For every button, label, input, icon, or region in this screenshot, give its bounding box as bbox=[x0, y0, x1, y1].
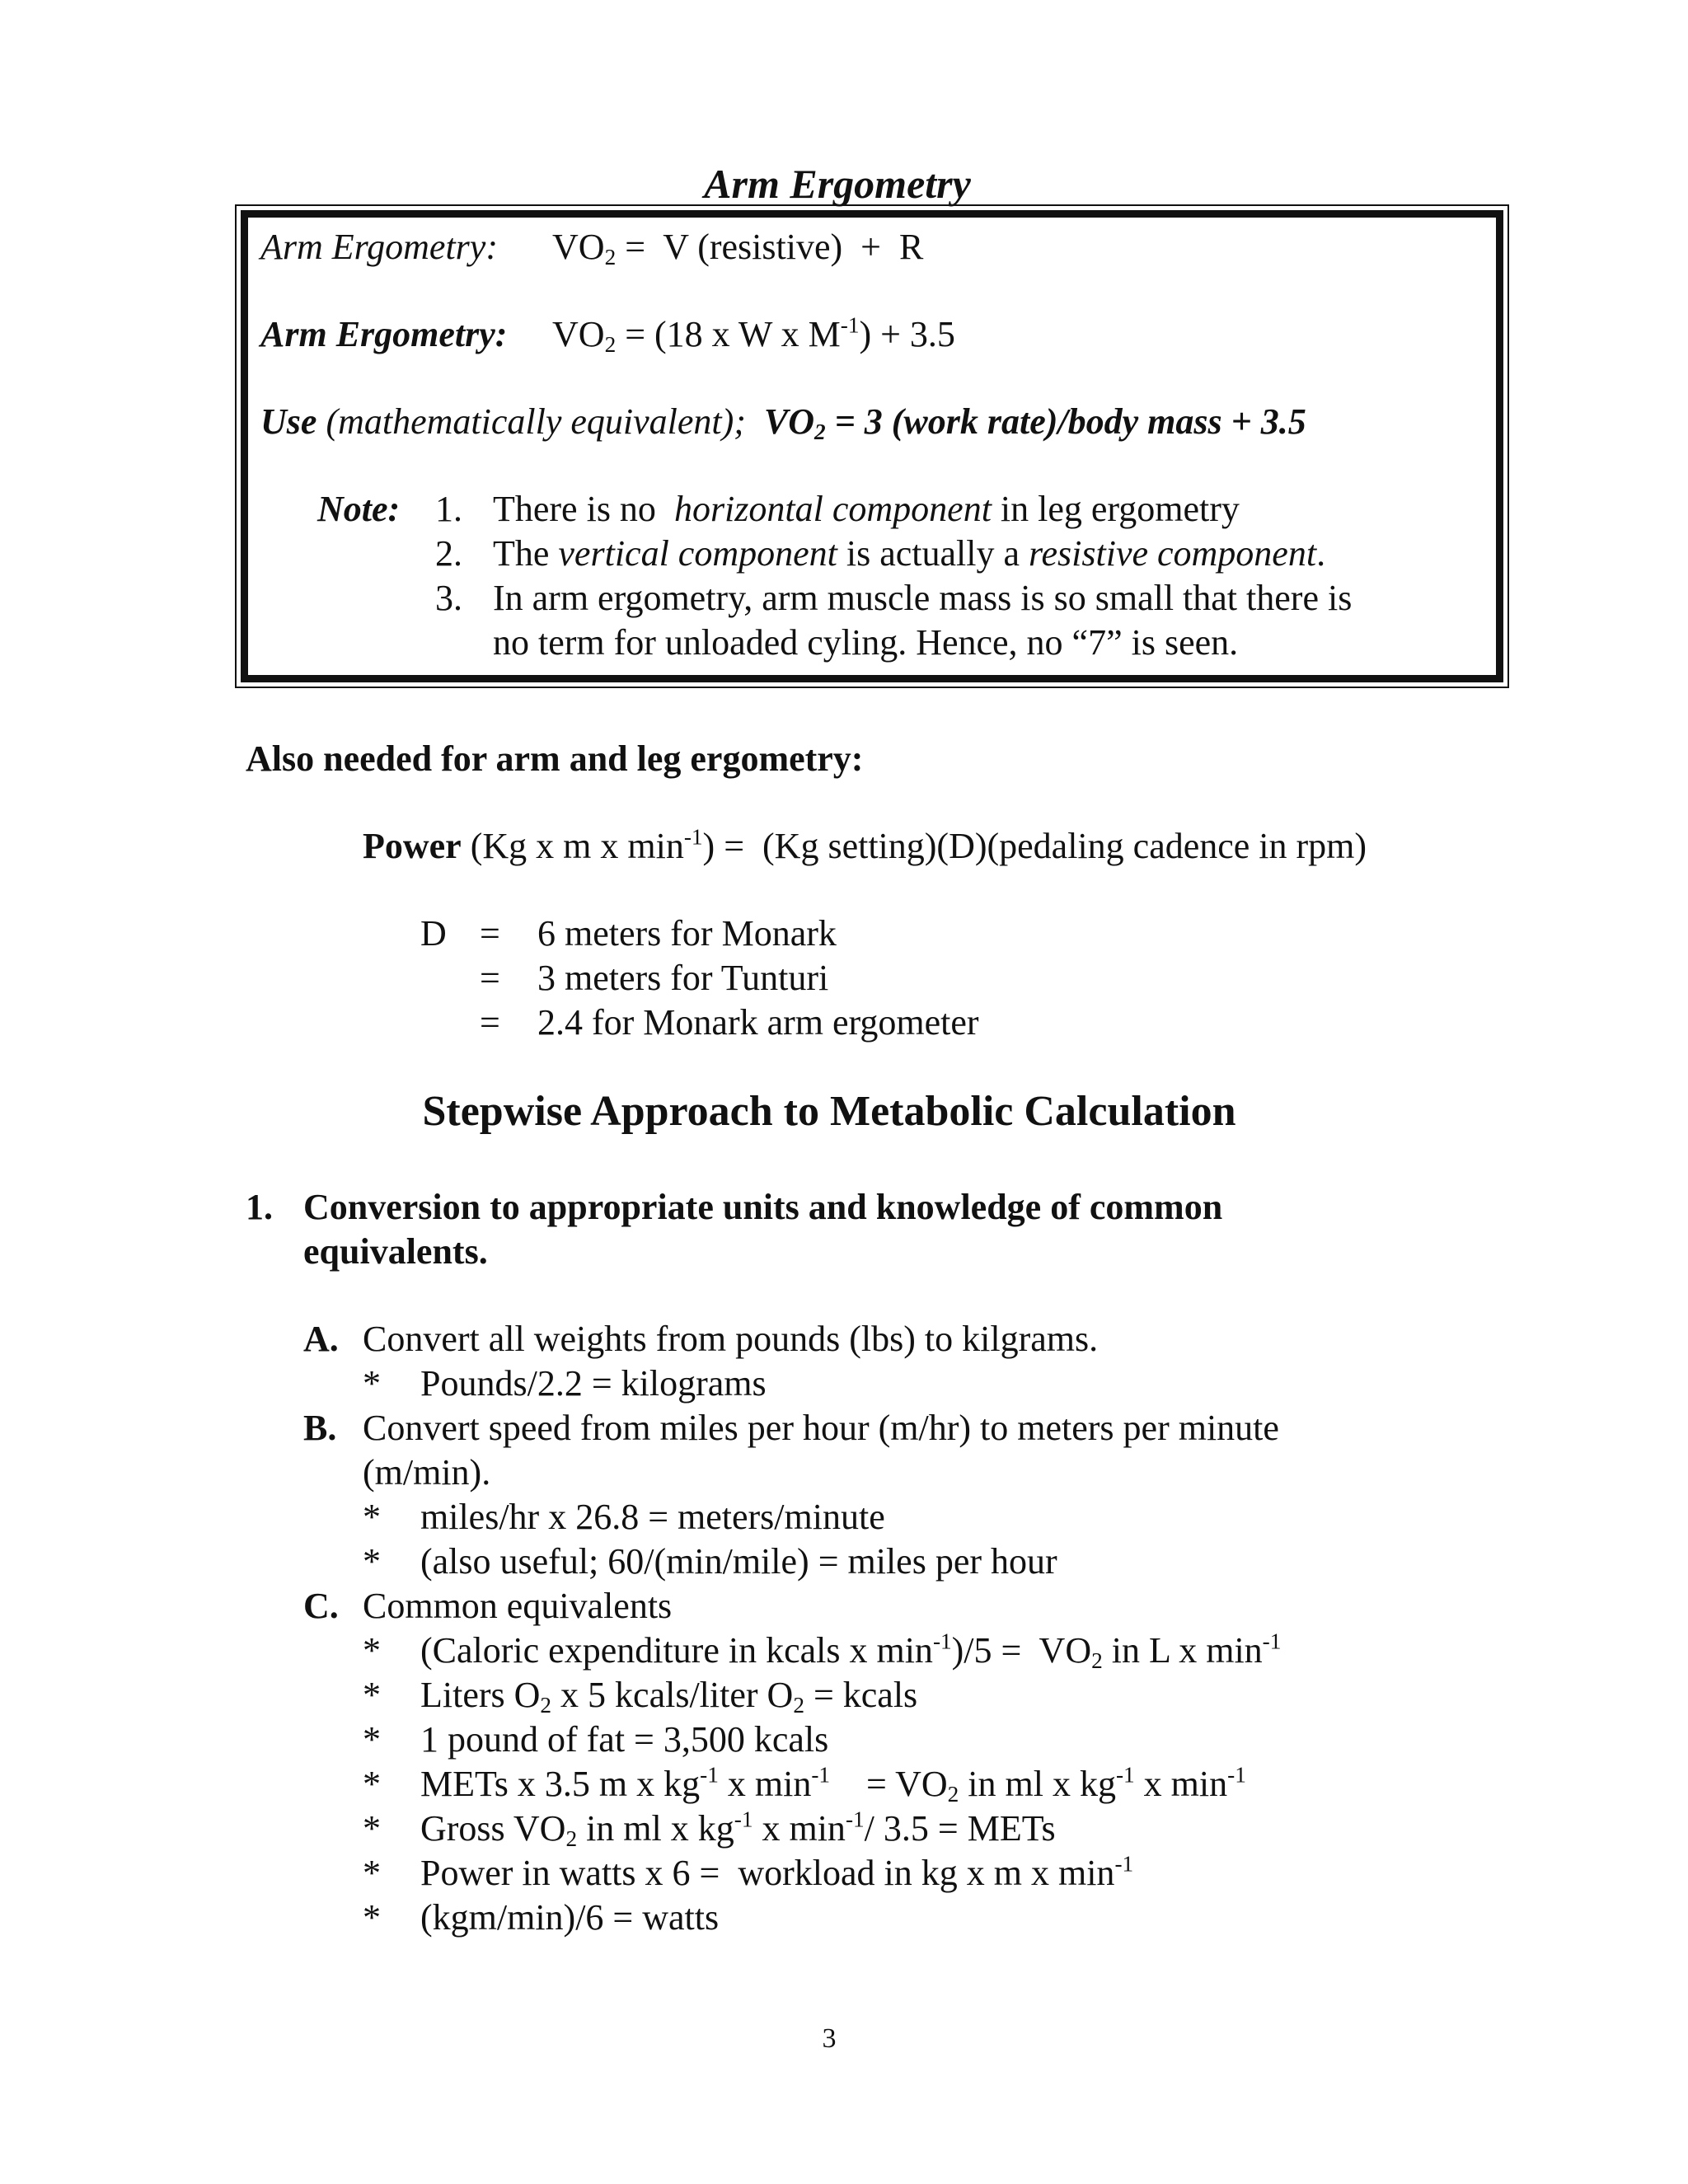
bullet-item: (kgm/min)/6 = watts bbox=[420, 1897, 720, 1938]
equals-sign: = bbox=[480, 913, 500, 954]
bullet-item: METs x 3.5 m x $kg^{-1}$ x $\min^{-1}$ = $VO_2$ in ml x $kg^{-1}$ x $\min^{-1}$ bbox=[420, 1762, 1246, 1807]
bullet-item: miles/hr x 26.8 = meters/minute bbox=[420, 1497, 885, 1537]
sub-item-continued: (m/min). bbox=[363, 1452, 491, 1493]
equals-sign: = bbox=[480, 958, 500, 998]
formula-arm-ergometry: $VO_2 = (18$ x W x $M^{-1}) + 3.5$ bbox=[552, 312, 955, 357]
bullet-marker: * bbox=[363, 1808, 381, 1849]
note-number: 2. bbox=[435, 533, 462, 574]
power-formula: Power (Kg x m x $\min^{-1}) = (Kg$ setting)(D)(pedaling cadence in rpm) bbox=[363, 824, 1367, 866]
bullet-item: Power in watts x 6 = workload in kg x m x $\min^{-1}$ bbox=[420, 1851, 1134, 1893]
formula-equivalent: Use (mathematically equivalent); $VO_2 = 3$ (work rate)/body mass + 3.5 bbox=[260, 401, 1306, 444]
bullet-marker: * bbox=[363, 1363, 381, 1404]
bullet-item: Liters $O_2$ x 5 kcals/liter $O_2$ = kcals bbox=[420, 1675, 918, 1718]
equals-sign: = bbox=[480, 1002, 500, 1043]
sub-letter: A. bbox=[303, 1319, 339, 1359]
step-heading: Conversion to appropriate units and knowledge of common bbox=[303, 1187, 1223, 1227]
note-label: Note: bbox=[317, 489, 401, 529]
section-heading: Stepwise Approach to Metabolic Calculation bbox=[422, 1088, 1236, 1135]
bullet-marker: * bbox=[363, 1541, 381, 1582]
note-number: 1. bbox=[435, 489, 462, 529]
d-variable: D bbox=[420, 913, 447, 954]
formula-label: Arm Ergometry: bbox=[260, 227, 498, 267]
d-value: 2.4 for Monark arm ergometer bbox=[537, 1002, 979, 1043]
bullet-item: 1 pound of fat = 3,500 kcals bbox=[420, 1719, 829, 1760]
step-number: 1. bbox=[246, 1187, 273, 1227]
sub-item: Common equivalents bbox=[363, 1586, 673, 1626]
sub-item: Convert speed from miles per hour (m/hr) to meters per minute bbox=[363, 1408, 1279, 1448]
also-needed-heading: Also needed for arm and leg ergometry: bbox=[246, 738, 864, 779]
bullet-item: Pounds/2.2 = kilograms bbox=[420, 1363, 767, 1404]
bullet-item: (Caloric expenditure in kcals x $\min^{-1})/5 = VO_2$ in L x $\min^{-1}$ bbox=[420, 1629, 1282, 1673]
note-item: There is no horizontal component in leg ergometry bbox=[493, 489, 1240, 529]
bullet-item: Gross $VO_2$ in ml x $kg^{-1}$ x $\min^{-1}/$ 3.5 = METs bbox=[420, 1807, 1056, 1851]
bullet-marker: * bbox=[363, 1630, 381, 1671]
note-item: In arm ergometry, arm muscle mass is so small that there is bbox=[493, 578, 1353, 618]
bullet-marker: * bbox=[363, 1719, 381, 1760]
note-item-continued: no term for unloaded cyling. Hence, no “7” is seen. bbox=[493, 622, 1239, 663]
bullet-marker: * bbox=[363, 1675, 381, 1715]
sub-letter: C. bbox=[303, 1586, 339, 1626]
step-heading-continued: equivalents. bbox=[303, 1231, 488, 1272]
d-value: 6 meters for Monark bbox=[537, 913, 837, 954]
bullet-marker: * bbox=[363, 1497, 381, 1537]
bullet-marker: * bbox=[363, 1764, 381, 1804]
page-number: 3 bbox=[822, 2023, 837, 2054]
bullet-marker: * bbox=[363, 1897, 381, 1938]
bullet-marker: * bbox=[363, 1853, 381, 1893]
bullet-item: (also useful; 60/(min/mile) = miles per hour bbox=[420, 1541, 1057, 1582]
sub-item: Convert all weights from pounds (lbs) to kilgrams. bbox=[363, 1319, 1099, 1359]
formula-label-bold: Arm Ergometry: bbox=[260, 314, 508, 354]
note-item: The vertical component is actually a resistive component. bbox=[493, 533, 1326, 574]
d-value: 3 meters for Tunturi bbox=[537, 958, 829, 998]
sub-letter: B. bbox=[303, 1408, 337, 1448]
note-number: 3. bbox=[435, 578, 462, 618]
formula-resistive: $VO_2 = V$ (resistive) + R bbox=[552, 227, 924, 269]
page-title: Arm Ergometry bbox=[704, 161, 971, 207]
